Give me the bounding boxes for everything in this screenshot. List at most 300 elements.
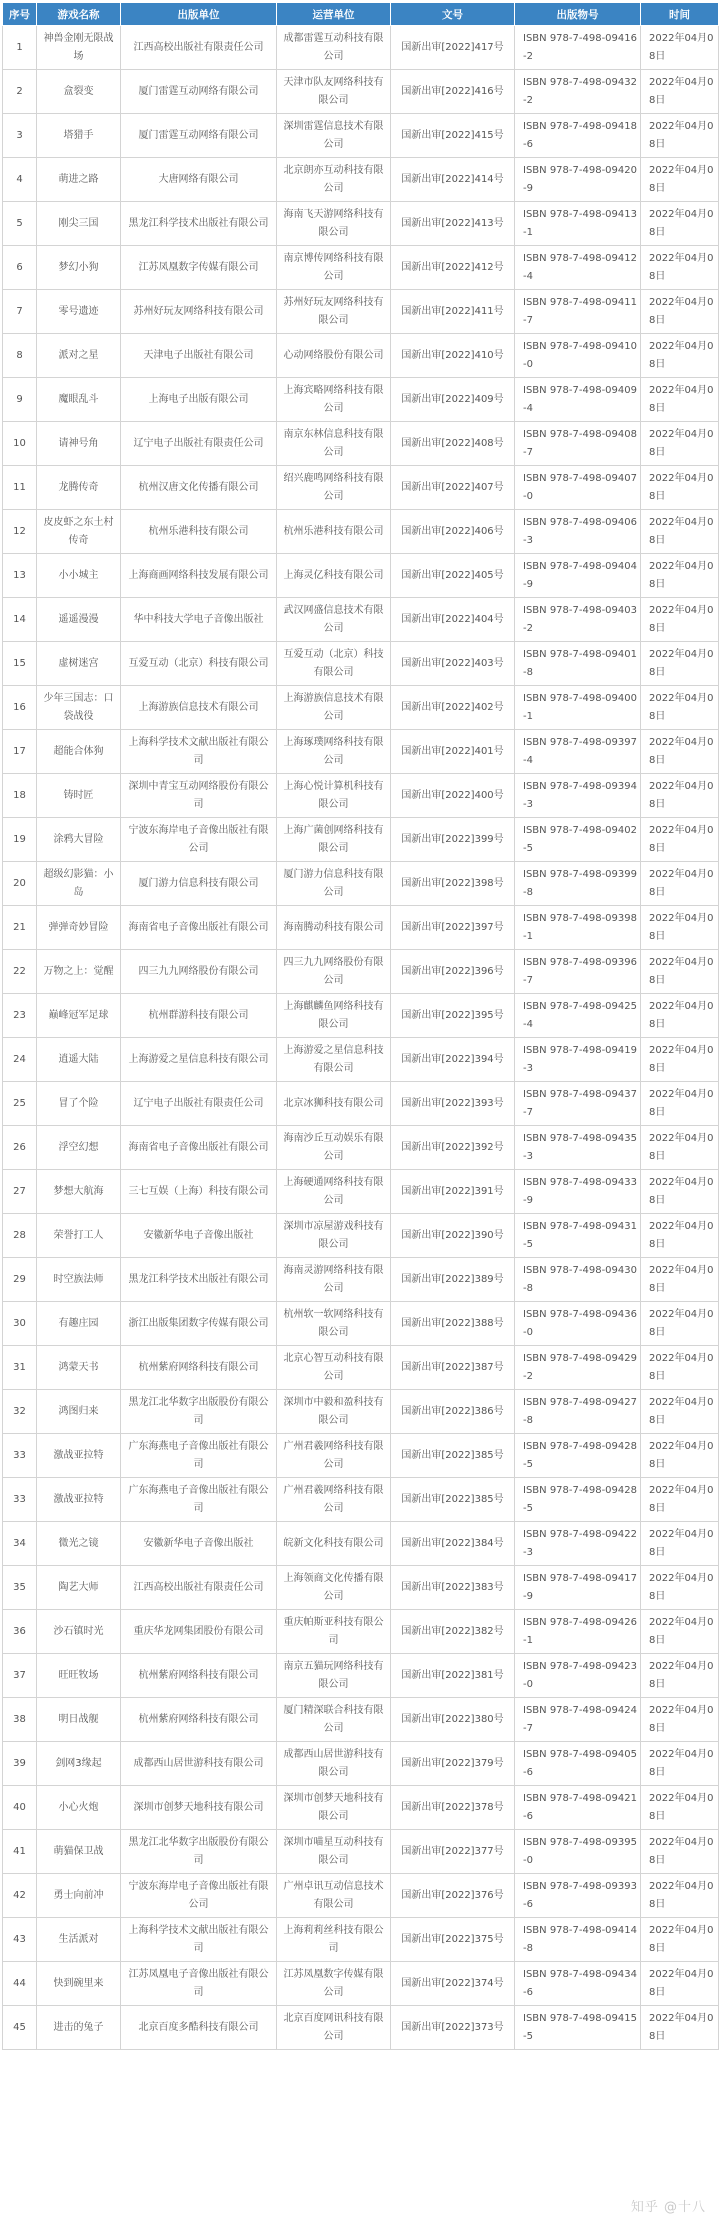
table-body: [3, 26, 719, 2050]
cell-publisher: 杭州紫府网络科技有限公司: [121, 1654, 277, 1698]
cell-operator: 上海游族信息技术有限公司: [277, 686, 391, 730]
cell-operator: 上海游爱之星信息科技有限公司: [277, 1038, 391, 1082]
cell-game-name: 勇士向前冲: [37, 1874, 121, 1918]
cell-index: 28: [3, 1214, 37, 1258]
cell-isbn: ISBN 978-7-498-09393-6: [515, 1874, 641, 1918]
cell-approval-number: 国新出审[2022]380号: [391, 1698, 515, 1742]
cell-operator: 上海领商文化传播有限公司: [277, 1566, 391, 1610]
table-row: [3, 774, 719, 818]
cell-index: 40: [3, 1786, 37, 1830]
table-row: [3, 1434, 719, 1478]
cell-isbn: ISBN 978-7-498-09406-3: [515, 510, 641, 554]
cell-operator: 上海宾略网络科技有限公司: [277, 378, 391, 422]
cell-isbn: ISBN 978-7-498-09404-9: [515, 554, 641, 598]
cell-approval-number: 国新出审[2022]387号: [391, 1346, 515, 1390]
cell-publisher: 海南省电子音像出版社有限公司: [121, 906, 277, 950]
table-row: [3, 1522, 719, 1566]
cell-index: 13: [3, 554, 37, 598]
table-row: [3, 114, 719, 158]
cell-isbn: ISBN 978-7-498-09426-1: [515, 1610, 641, 1654]
cell-index: 8: [3, 334, 37, 378]
cell-isbn: ISBN 978-7-498-09409-4: [515, 378, 641, 422]
cell-operator: 上海广菌创网络科技有限公司: [277, 818, 391, 862]
cell-game-name: 万物之上：觉醒: [37, 950, 121, 994]
cell-publisher: 宁波东海岸电子音像出版社有限公司: [121, 1874, 277, 1918]
cell-index: 21: [3, 906, 37, 950]
cell-index: 22: [3, 950, 37, 994]
cell-game-name: 超能合体狗: [37, 730, 121, 774]
cell-game-name: 荣誉打工人: [37, 1214, 121, 1258]
cell-game-name: 少年三国志：口袋战役: [37, 686, 121, 730]
table-row: [3, 1830, 719, 1874]
cell-approval-number: 国新出审[2022]385号: [391, 1478, 515, 1522]
cell-date: 2022年04月08日: [641, 1082, 719, 1126]
table-row: [3, 1610, 719, 1654]
cell-date: 2022年04月08日: [641, 554, 719, 598]
cell-approval-number: 国新出审[2022]412号: [391, 246, 515, 290]
cell-date: 2022年04月08日: [641, 246, 719, 290]
cell-isbn: ISBN 978-7-498-09431-5: [515, 1214, 641, 1258]
cell-game-name: 冒了个险: [37, 1082, 121, 1126]
cell-publisher: 杭州乐港科技有限公司: [121, 510, 277, 554]
cell-index: 23: [3, 994, 37, 1038]
cell-game-name: 弹弹奇妙冒险: [37, 906, 121, 950]
game-approval-table: [2, 2, 719, 2050]
cell-date: 2022年04月08日: [641, 158, 719, 202]
cell-date: 2022年04月08日: [641, 510, 719, 554]
cell-index: 20: [3, 862, 37, 906]
cell-game-name: 鸿蒙天书: [37, 1346, 121, 1390]
cell-isbn: ISBN 978-7-498-09428-5: [515, 1478, 641, 1522]
cell-isbn: ISBN 978-7-498-09413-1: [515, 202, 641, 246]
cell-publisher: 上海科学技术文献出版社有限公司: [121, 1918, 277, 1962]
cell-date: 2022年04月08日: [641, 1302, 719, 1346]
cell-approval-number: 国新出审[2022]382号: [391, 1610, 515, 1654]
cell-operator: 上海灵亿科技有限公司: [277, 554, 391, 598]
table-row: [3, 334, 719, 378]
cell-date: 2022年04月08日: [641, 1874, 719, 1918]
cell-publisher: 杭州群游科技有限公司: [121, 994, 277, 1038]
cell-index: 34: [3, 1522, 37, 1566]
table-row: [3, 378, 719, 422]
cell-isbn: ISBN 978-7-498-09435-3: [515, 1126, 641, 1170]
cell-isbn: ISBN 978-7-498-09424-7: [515, 1698, 641, 1742]
cell-date: 2022年04月08日: [641, 1566, 719, 1610]
table-row: [3, 26, 719, 70]
cell-isbn: ISBN 978-7-498-09432-2: [515, 70, 641, 114]
cell-date: 2022年04月08日: [641, 1346, 719, 1390]
cell-approval-number: 国新出审[2022]389号: [391, 1258, 515, 1302]
cell-game-name: 魔眼乱斗: [37, 378, 121, 422]
cell-approval-number: 国新出审[2022]376号: [391, 1874, 515, 1918]
cell-operator: 上海琢璞网络科技有限公司: [277, 730, 391, 774]
cell-index: 14: [3, 598, 37, 642]
table-row: [3, 686, 719, 730]
cell-operator: 上海莉莉丝科技有限公司: [277, 1918, 391, 1962]
cell-game-name: 激战亚拉特: [37, 1478, 121, 1522]
cell-operator: 海南腾动科技有限公司: [277, 906, 391, 950]
cell-operator: 互爱互动（北京）科技有限公司: [277, 642, 391, 686]
cell-date: 2022年04月08日: [641, 1786, 719, 1830]
cell-operator: 重庆帕斯亚科技有限公司: [277, 1610, 391, 1654]
cell-publisher: 宁波东海岸电子音像出版社有限公司: [121, 818, 277, 862]
cell-approval-number: 国新出审[2022]410号: [391, 334, 515, 378]
cell-approval-number: 国新出审[2022]390号: [391, 1214, 515, 1258]
cell-approval-number: 国新出审[2022]414号: [391, 158, 515, 202]
cell-game-name: 小小城主: [37, 554, 121, 598]
cell-isbn: ISBN 978-7-498-09417-9: [515, 1566, 641, 1610]
table-row: [3, 1786, 719, 1830]
cell-game-name: 浮空幻想: [37, 1126, 121, 1170]
cell-index: 15: [3, 642, 37, 686]
table-row: [3, 510, 719, 554]
table-row: [3, 466, 719, 510]
cell-date: 2022年04月08日: [641, 334, 719, 378]
cell-approval-number: 国新出审[2022]415号: [391, 114, 515, 158]
cell-operator: 上海麒麟鱼网络科技有限公司: [277, 994, 391, 1038]
table-row: [3, 1742, 719, 1786]
table-row: [3, 2006, 719, 2050]
cell-game-name: 陶艺大师: [37, 1566, 121, 1610]
cell-game-name: 遥遥漫漫: [37, 598, 121, 642]
cell-date: 2022年04月08日: [641, 1434, 719, 1478]
cell-isbn: ISBN 978-7-498-09411-7: [515, 290, 641, 334]
cell-isbn: ISBN 978-7-498-09428-5: [515, 1434, 641, 1478]
cell-approval-number: 国新出审[2022]406号: [391, 510, 515, 554]
cell-index: 19: [3, 818, 37, 862]
cell-isbn: ISBN 978-7-498-09423-0: [515, 1654, 641, 1698]
table-row: [3, 422, 719, 466]
cell-game-name: 进击的兔子: [37, 2006, 121, 2050]
cell-publisher: 江西高校出版社有限责任公司: [121, 26, 277, 70]
cell-operator: 广州卓讯互动信息技术有限公司: [277, 1874, 391, 1918]
table-header-row: [3, 3, 719, 26]
cell-operator: 北京心智互动科技有限公司: [277, 1346, 391, 1390]
cell-operator: 海南飞天游网络科技有限公司: [277, 202, 391, 246]
cell-isbn: ISBN 978-7-498-09418-6: [515, 114, 641, 158]
cell-index: 7: [3, 290, 37, 334]
cell-date: 2022年04月08日: [641, 730, 719, 774]
cell-game-name: 萌猫保卫战: [37, 1830, 121, 1874]
cell-isbn: ISBN 978-7-498-09402-5: [515, 818, 641, 862]
cell-game-name: 有趣庄园: [37, 1302, 121, 1346]
cell-date: 2022年04月08日: [641, 202, 719, 246]
table-row: [3, 818, 719, 862]
cell-index: 11: [3, 466, 37, 510]
cell-game-name: 萌进之路: [37, 158, 121, 202]
cell-isbn: ISBN 978-7-498-09437-7: [515, 1082, 641, 1126]
cell-operator: 北京百度网讯科技有限公司: [277, 2006, 391, 2050]
table-row: [3, 1170, 719, 1214]
cell-date: 2022年04月08日: [641, 1742, 719, 1786]
cell-index: 3: [3, 114, 37, 158]
cell-operator: 广州君羲网络科技有限公司: [277, 1434, 391, 1478]
cell-approval-number: 国新出审[2022]404号: [391, 598, 515, 642]
cell-publisher: 上海游族信息技术有限公司: [121, 686, 277, 730]
cell-publisher: 海南省电子音像出版社有限公司: [121, 1126, 277, 1170]
cell-operator: 杭州乐港科技有限公司: [277, 510, 391, 554]
header-publisher: 出版单位: [121, 3, 277, 26]
cell-isbn: ISBN 978-7-498-09414-8: [515, 1918, 641, 1962]
cell-approval-number: 国新出审[2022]393号: [391, 1082, 515, 1126]
cell-publisher: 上海科学技术文献出版社有限公司: [121, 730, 277, 774]
cell-isbn: ISBN 978-7-498-09420-9: [515, 158, 641, 202]
cell-publisher: 天津电子出版社有限公司: [121, 334, 277, 378]
cell-index: 31: [3, 1346, 37, 1390]
cell-publisher: 上海电子出版有限公司: [121, 378, 277, 422]
cell-isbn: ISBN 978-7-498-09395-0: [515, 1830, 641, 1874]
cell-approval-number: 国新出审[2022]405号: [391, 554, 515, 598]
cell-publisher: 厦门游力信息科技有限公司: [121, 862, 277, 906]
cell-game-name: 虚树迷宫: [37, 642, 121, 686]
cell-game-name: 刚尖三国: [37, 202, 121, 246]
cell-date: 2022年04月08日: [641, 1654, 719, 1698]
cell-approval-number: 国新出审[2022]388号: [391, 1302, 515, 1346]
table-row: [3, 862, 719, 906]
cell-publisher: 互爱互动（北京）科技有限公司: [121, 642, 277, 686]
cell-approval-number: 国新出审[2022]374号: [391, 1962, 515, 2006]
cell-index: 45: [3, 2006, 37, 2050]
cell-approval-number: 国新出审[2022]397号: [391, 906, 515, 950]
table-row: [3, 1654, 719, 1698]
cell-index: 27: [3, 1170, 37, 1214]
cell-operator: 成都雷霆互动科技有限公司: [277, 26, 391, 70]
cell-publisher: 成都西山居世游科技有限公司: [121, 1742, 277, 1786]
cell-game-name: 快到碗里来: [37, 1962, 121, 2006]
cell-isbn: ISBN 978-7-498-09394-3: [515, 774, 641, 818]
cell-publisher: 广东海燕电子音像出版社有限公司: [121, 1434, 277, 1478]
cell-operator: 深圳市喵星互动科技有限公司: [277, 1830, 391, 1874]
table-row: [3, 1478, 719, 1522]
cell-game-name: 小心火炮: [37, 1786, 121, 1830]
cell-approval-number: 国新出审[2022]394号: [391, 1038, 515, 1082]
cell-publisher: 北京百度多酷科技有限公司: [121, 2006, 277, 2050]
cell-game-name: 剑网3缘起: [37, 1742, 121, 1786]
cell-date: 2022年04月08日: [641, 1390, 719, 1434]
cell-index: 6: [3, 246, 37, 290]
cell-publisher: 重庆华龙网集团股份有限公司: [121, 1610, 277, 1654]
cell-publisher: 三七互娱（上海）科技有限公司: [121, 1170, 277, 1214]
cell-index: 39: [3, 1742, 37, 1786]
cell-index: 33: [3, 1478, 37, 1522]
cell-isbn: ISBN 978-7-498-09429-2: [515, 1346, 641, 1390]
cell-date: 2022年04月08日: [641, 1698, 719, 1742]
table-row: [3, 158, 719, 202]
cell-publisher: 深圳中青宝互动网络股份有限公司: [121, 774, 277, 818]
cell-operator: 上海心悦计算机科技有限公司: [277, 774, 391, 818]
cell-publisher: 江苏凤凰电子音像出版社有限公司: [121, 1962, 277, 2006]
cell-publisher: 安徽新华电子音像出版社: [121, 1214, 277, 1258]
cell-date: 2022年04月08日: [641, 1126, 719, 1170]
cell-game-name: 时空族法师: [37, 1258, 121, 1302]
cell-publisher: 杭州紫府网络科技有限公司: [121, 1698, 277, 1742]
table-row: [3, 642, 719, 686]
cell-operator: 江苏凤凰数字传媒有限公司: [277, 1962, 391, 2006]
table-row: [3, 1390, 719, 1434]
cell-game-name: 请神号角: [37, 422, 121, 466]
cell-approval-number: 国新出审[2022]403号: [391, 642, 515, 686]
cell-date: 2022年04月08日: [641, 862, 719, 906]
cell-isbn: ISBN 978-7-498-09401-8: [515, 642, 641, 686]
cell-publisher: 四三九九网络股份有限公司: [121, 950, 277, 994]
cell-publisher: 江苏凤凰数字传媒有限公司: [121, 246, 277, 290]
cell-publisher: 厦门雷霆互动网络有限公司: [121, 70, 277, 114]
cell-isbn: ISBN 978-7-498-09403-2: [515, 598, 641, 642]
table-row: [3, 1302, 719, 1346]
cell-operator: 海南灵游网络科技有限公司: [277, 1258, 391, 1302]
cell-approval-number: 国新出审[2022]396号: [391, 950, 515, 994]
cell-publisher: 上海游爱之星信息科技有限公司: [121, 1038, 277, 1082]
table-row: [3, 1698, 719, 1742]
cell-isbn: ISBN 978-7-498-09434-6: [515, 1962, 641, 2006]
cell-operator: 成都西山居世游科技有限公司: [277, 1742, 391, 1786]
cell-approval-number: 国新出审[2022]402号: [391, 686, 515, 730]
cell-index: 12: [3, 510, 37, 554]
cell-approval-number: 国新出审[2022]411号: [391, 290, 515, 334]
cell-game-name: 梦幻小狗: [37, 246, 121, 290]
cell-index: 2: [3, 70, 37, 114]
cell-publisher: 辽宁电子出版社有限责任公司: [121, 1082, 277, 1126]
cell-approval-number: 国新出审[2022]400号: [391, 774, 515, 818]
cell-index: 33: [3, 1434, 37, 1478]
cell-date: 2022年04月08日: [641, 378, 719, 422]
cell-isbn: ISBN 978-7-498-09421-6: [515, 1786, 641, 1830]
cell-isbn: ISBN 978-7-498-09397-4: [515, 730, 641, 774]
cell-approval-number: 国新出审[2022]373号: [391, 2006, 515, 2050]
cell-operator: 北京朗亦互动科技有限公司: [277, 158, 391, 202]
cell-index: 17: [3, 730, 37, 774]
header-game-name: 游戏名称: [37, 3, 121, 26]
cell-operator: 南京东林信息科技有限公司: [277, 422, 391, 466]
cell-date: 2022年04月08日: [641, 1258, 719, 1302]
cell-date: 2022年04月08日: [641, 1214, 719, 1258]
cell-publisher: 大唐网络有限公司: [121, 158, 277, 202]
cell-operator: 深圳市中毅和盈科技有限公司: [277, 1390, 391, 1434]
table-row: [3, 554, 719, 598]
cell-operator: 绍兴鹿鸣网络科技有限公司: [277, 466, 391, 510]
cell-isbn: ISBN 978-7-498-09415-5: [515, 2006, 641, 2050]
cell-operator: 海南沙丘互动娱乐有限公司: [277, 1126, 391, 1170]
cell-operator: 厦门精深联合科技有限公司: [277, 1698, 391, 1742]
cell-approval-number: 国新出审[2022]398号: [391, 862, 515, 906]
cell-date: 2022年04月08日: [641, 114, 719, 158]
cell-game-name: 旺旺牧场: [37, 1654, 121, 1698]
header-isbn: 出版物号: [515, 3, 641, 26]
cell-game-name: 零号遗迹: [37, 290, 121, 334]
cell-approval-number: 国新出审[2022]384号: [391, 1522, 515, 1566]
cell-approval-number: 国新出审[2022]379号: [391, 1742, 515, 1786]
cell-operator: 天津市队友网络科技有限公司: [277, 70, 391, 114]
cell-approval-number: 国新出审[2022]386号: [391, 1390, 515, 1434]
cell-date: 2022年04月08日: [641, 774, 719, 818]
cell-index: 9: [3, 378, 37, 422]
cell-approval-number: 国新出审[2022]407号: [391, 466, 515, 510]
table-row: [3, 730, 719, 774]
cell-isbn: ISBN 978-7-498-09407-0: [515, 466, 641, 510]
cell-approval-number: 国新出审[2022]395号: [391, 994, 515, 1038]
cell-approval-number: 国新出审[2022]409号: [391, 378, 515, 422]
cell-isbn: ISBN 978-7-498-09398-1: [515, 906, 641, 950]
watermark: 知乎 @十八: [630, 2200, 706, 2215]
cell-index: 44: [3, 1962, 37, 2006]
cell-index: 29: [3, 1258, 37, 1302]
cell-isbn: ISBN 978-7-498-09396-7: [515, 950, 641, 994]
cell-publisher: 深圳市创梦天地科技有限公司: [121, 1786, 277, 1830]
cell-game-name: 沙石镇时光: [37, 1610, 121, 1654]
table-row: [3, 1874, 719, 1918]
cell-date: 2022年04月08日: [641, 2006, 719, 2050]
cell-approval-number: 国新出审[2022]375号: [391, 1918, 515, 1962]
cell-operator: 杭州软一软网络科技有限公司: [277, 1302, 391, 1346]
cell-index: 4: [3, 158, 37, 202]
cell-isbn: ISBN 978-7-498-09412-4: [515, 246, 641, 290]
cell-approval-number: 国新出审[2022]385号: [391, 1434, 515, 1478]
cell-publisher: 苏州好玩友网络科技有限公司: [121, 290, 277, 334]
cell-approval-number: 国新出审[2022]383号: [391, 1566, 515, 1610]
cell-index: 5: [3, 202, 37, 246]
cell-isbn: ISBN 978-7-498-09408-7: [515, 422, 641, 466]
cell-approval-number: 国新出审[2022]417号: [391, 26, 515, 70]
cell-date: 2022年04月08日: [641, 818, 719, 862]
cell-game-name: 派对之星: [37, 334, 121, 378]
cell-date: 2022年04月08日: [641, 1918, 719, 1962]
cell-approval-number: 国新出审[2022]408号: [391, 422, 515, 466]
table-row: [3, 1258, 719, 1302]
table-row: [3, 202, 719, 246]
cell-date: 2022年04月08日: [641, 1610, 719, 1654]
cell-index: 41: [3, 1830, 37, 1874]
cell-publisher: 安徽新华电子音像出版社: [121, 1522, 277, 1566]
cell-isbn: ISBN 978-7-498-09405-6: [515, 1742, 641, 1786]
cell-date: 2022年04月08日: [641, 906, 719, 950]
cell-isbn: ISBN 978-7-498-09430-8: [515, 1258, 641, 1302]
cell-approval-number: 国新出审[2022]399号: [391, 818, 515, 862]
cell-approval-number: 国新出审[2022]391号: [391, 1170, 515, 1214]
cell-date: 2022年04月08日: [641, 422, 719, 466]
table-row: [3, 290, 719, 334]
cell-publisher: 杭州紫府网络科技有限公司: [121, 1346, 277, 1390]
cell-game-name: 明日战舰: [37, 1698, 121, 1742]
cell-date: 2022年04月08日: [641, 466, 719, 510]
cell-approval-number: 国新出审[2022]416号: [391, 70, 515, 114]
cell-approval-number: 国新出审[2022]413号: [391, 202, 515, 246]
cell-operator: 厦门游力信息科技有限公司: [277, 862, 391, 906]
cell-index: 36: [3, 1610, 37, 1654]
cell-game-name: 超级幻影猫：小岛: [37, 862, 121, 906]
cell-operator: 四三九九网络股份有限公司: [277, 950, 391, 994]
cell-publisher: 上海商画网络科技发展有限公司: [121, 554, 277, 598]
cell-index: 42: [3, 1874, 37, 1918]
cell-date: 2022年04月08日: [641, 1478, 719, 1522]
table-row: [3, 994, 719, 1038]
table-row: [3, 1346, 719, 1390]
cell-operator: 南京博传网络科技有限公司: [277, 246, 391, 290]
cell-operator: 武汉网盛信息技术有限公司: [277, 598, 391, 642]
cell-approval-number: 国新出审[2022]392号: [391, 1126, 515, 1170]
table-row: [3, 1082, 719, 1126]
cell-game-name: 鸿图归来: [37, 1390, 121, 1434]
cell-index: 26: [3, 1126, 37, 1170]
table-row: [3, 906, 719, 950]
cell-operator: 南京五猫玩网络科技有限公司: [277, 1654, 391, 1698]
cell-publisher: 黑龙江北华数字出版股份有限公司: [121, 1830, 277, 1874]
cell-operator: 广州君羲网络科技有限公司: [277, 1478, 391, 1522]
cell-date: 2022年04月08日: [641, 994, 719, 1038]
cell-game-name: 盒裂变: [37, 70, 121, 114]
cell-game-name: 龙腾传奇: [37, 466, 121, 510]
cell-approval-number: 国新出审[2022]401号: [391, 730, 515, 774]
cell-isbn: ISBN 978-7-498-09399-8: [515, 862, 641, 906]
